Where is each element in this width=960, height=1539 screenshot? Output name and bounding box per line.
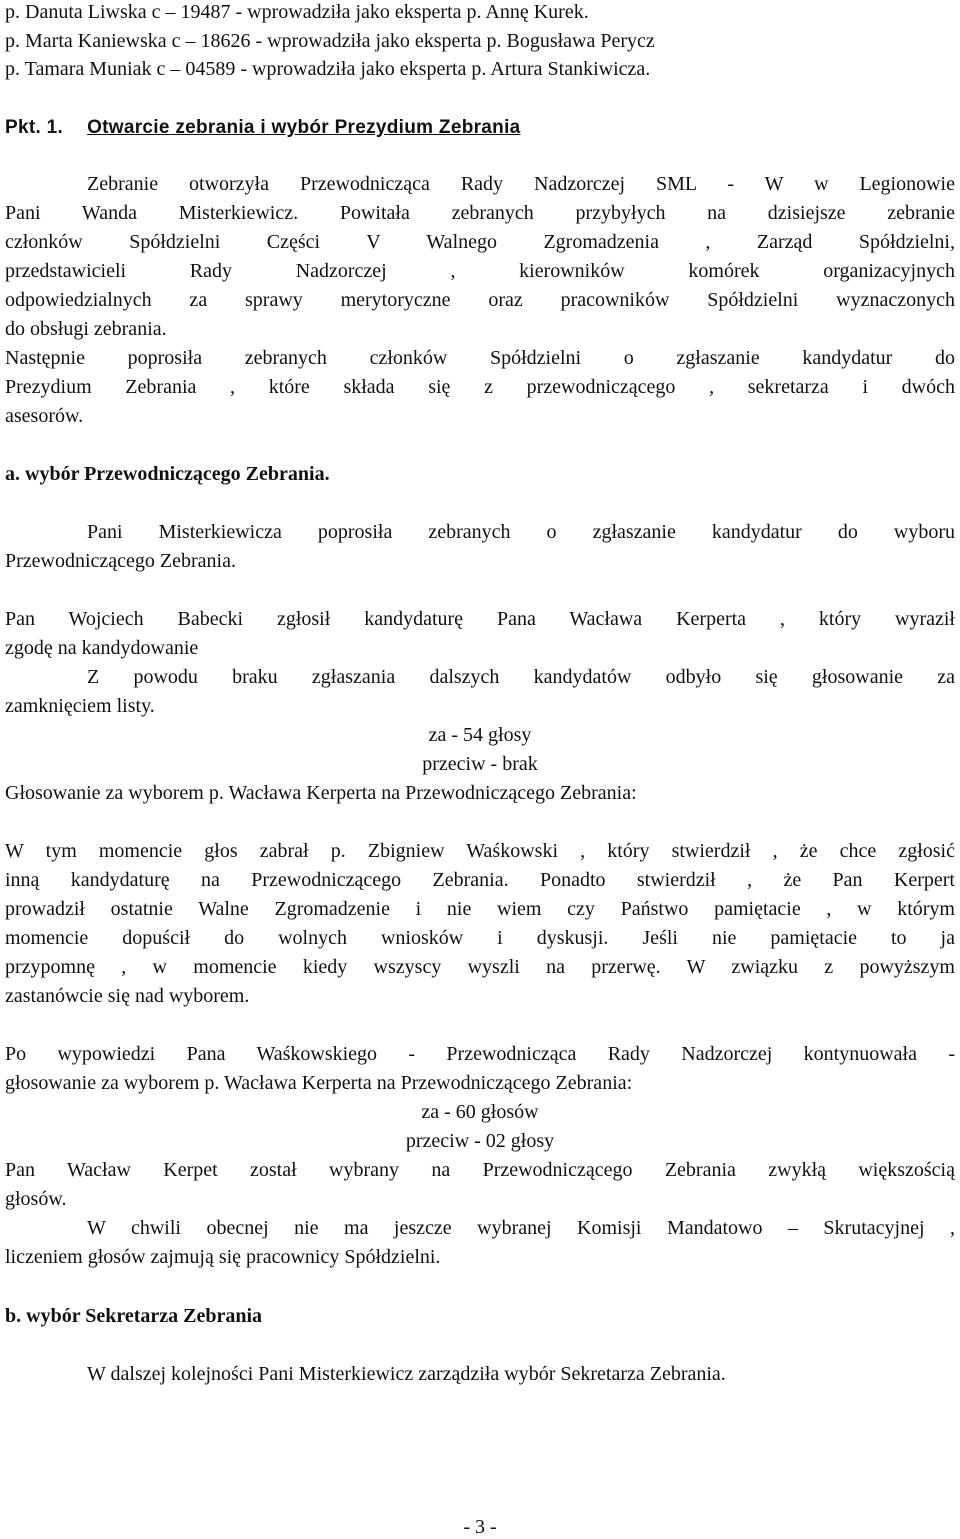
- paragraph-line: asesorów.: [5, 405, 84, 427]
- paragraph-line: inną kandydaturę na Przewodniczącego Zebrania. Ponadto stwierdził , że Pan Kerpert: [5, 869, 955, 891]
- vote-for: za - 60 głosów: [421, 1101, 539, 1123]
- paragraph-line: W tym momencie głos zabrał p. Zbigniew Waśkowski , który stwierdził , że chce zgłosić: [5, 840, 955, 862]
- paragraph-line: przypomnę , w momencie kiedy wszyscy wyszli na przerwę. W związku z powyższym: [5, 956, 955, 978]
- paragraph-line: Zebranie otworzyła Przewodnicząca Rady Nadzorczej SML - W w Legionowie: [87, 173, 955, 195]
- subsection-heading-a: a. wybór Przewodniczącego Zebrania.: [5, 463, 330, 485]
- vote-against: przeciw - 02 głosy: [405, 1130, 555, 1152]
- paragraph-line: Z powodu braku zgłaszania dalszych kandydatów odbyło się głosowanie za: [87, 666, 955, 688]
- paragraph-line: odpowiedzialnych za sprawy merytoryczne oraz pracowników Spółdzielni wyznaczonych: [5, 289, 955, 311]
- paragraph-line: członków Spółdzielni Części V Walnego Zgromadzenia , Zarząd Spółdzielni,: [5, 231, 955, 253]
- paragraph-line: Głosowanie za wyborem p. Wacława Kerperta na Przewodniczącego Zebrania:: [5, 782, 637, 804]
- paragraph-line: przedstawicieli Rady Nadzorczej , kierowników komórek organizacyjnych: [5, 260, 955, 282]
- subsection-heading-b: b. wybór Sekretarza Zebrania: [5, 1305, 263, 1327]
- page-number: - 3 -: [463, 1516, 497, 1538]
- section-heading: [5, 115, 955, 140]
- paragraph-line: Prezydium Zebrania , które składa się z przewodniczącego , sekretarza i dwóch: [5, 376, 955, 398]
- paragraph-line: głosowanie za wyborem p. Wacława Kerperta na Przewodniczącego Zebrania:: [5, 1072, 633, 1094]
- vote-against: przeciw - brak: [422, 753, 538, 775]
- paragraph-line: W chwili obecnej nie ma jeszcze wybranej Komisji Mandatowo – Skrutacyjnej ,: [87, 1217, 955, 1239]
- paragraph-line: Następnie poprosiła zebranych członków Spółdzielni o zgłaszanie kandydatur do: [5, 347, 955, 369]
- paragraph-line: do obsługi zebrania.: [5, 318, 167, 340]
- paragraph-line: zastanówcie się nad wyborem.: [5, 985, 250, 1007]
- section-number: Pkt. 1.: [5, 117, 64, 138]
- paragraph-line: Pan Wojciech Babecki zgłosił kandydaturę Pana Wacława Kerperta , który wyraził: [5, 608, 955, 630]
- paragraph-line: liczeniem głosów zajmują się pracownicy Spółdzielni.: [5, 1246, 441, 1268]
- expert-line: p. Danuta Liwska c – 19487 - wprowadziła jako eksperta p. Annę Kurek.: [5, 1, 589, 23]
- section-title: Otwarcie zebrania i wybór Prezydium Zebrania: [87, 117, 521, 138]
- paragraph-line: Przewodniczącego Zebrania.: [5, 550, 236, 572]
- expert-line: p. Tamara Muniak c – 04589 - wprowadziła jako eksperta p. Artura Stankiwicza.: [5, 58, 651, 80]
- paragraph-line: W dalszej kolejności Pani Misterkiewicz zarządziła wybór Sekretarza Zebrania.: [87, 1363, 726, 1385]
- paragraph-line: Po wypowiedzi Pana Waśkowskiego - Przewodnicząca Rady Nadzorczej kontynuowała -: [5, 1043, 955, 1065]
- paragraph-line: prowadził ostatnie Walne Zgromadzenie i nie wiem czy Państwo pamiętacie , w którym: [5, 898, 955, 920]
- paragraph-line: Pan Wacław Kerpet został wybrany na Przewodniczącego Zebrania zwykłą większością: [5, 1159, 955, 1181]
- paragraph-line: zamknięciem listy.: [5, 695, 155, 717]
- paragraph-line: momencie dopuścił do wolnych wniosków i dyskusji. Jeśli nie pamiętacie to ja: [5, 927, 955, 949]
- expert-line: p. Marta Kaniewska c – 18626 - wprowadziła jako eksperta p. Bogusława Perycz: [5, 30, 655, 52]
- paragraph-line: Pani Wanda Misterkiewicz. Powitała zebranych przybyłych na dzisiejsze zebranie: [5, 202, 955, 224]
- paragraph-line: głosów.: [5, 1188, 67, 1210]
- vote-for: za - 54 głosy: [428, 724, 532, 746]
- paragraph-line: zgodę na kandydowanie: [5, 637, 199, 659]
- paragraph-line: Pani Misterkiewicza poprosiła zebranych o zgłaszanie kandydatur do wyboru: [87, 521, 955, 543]
